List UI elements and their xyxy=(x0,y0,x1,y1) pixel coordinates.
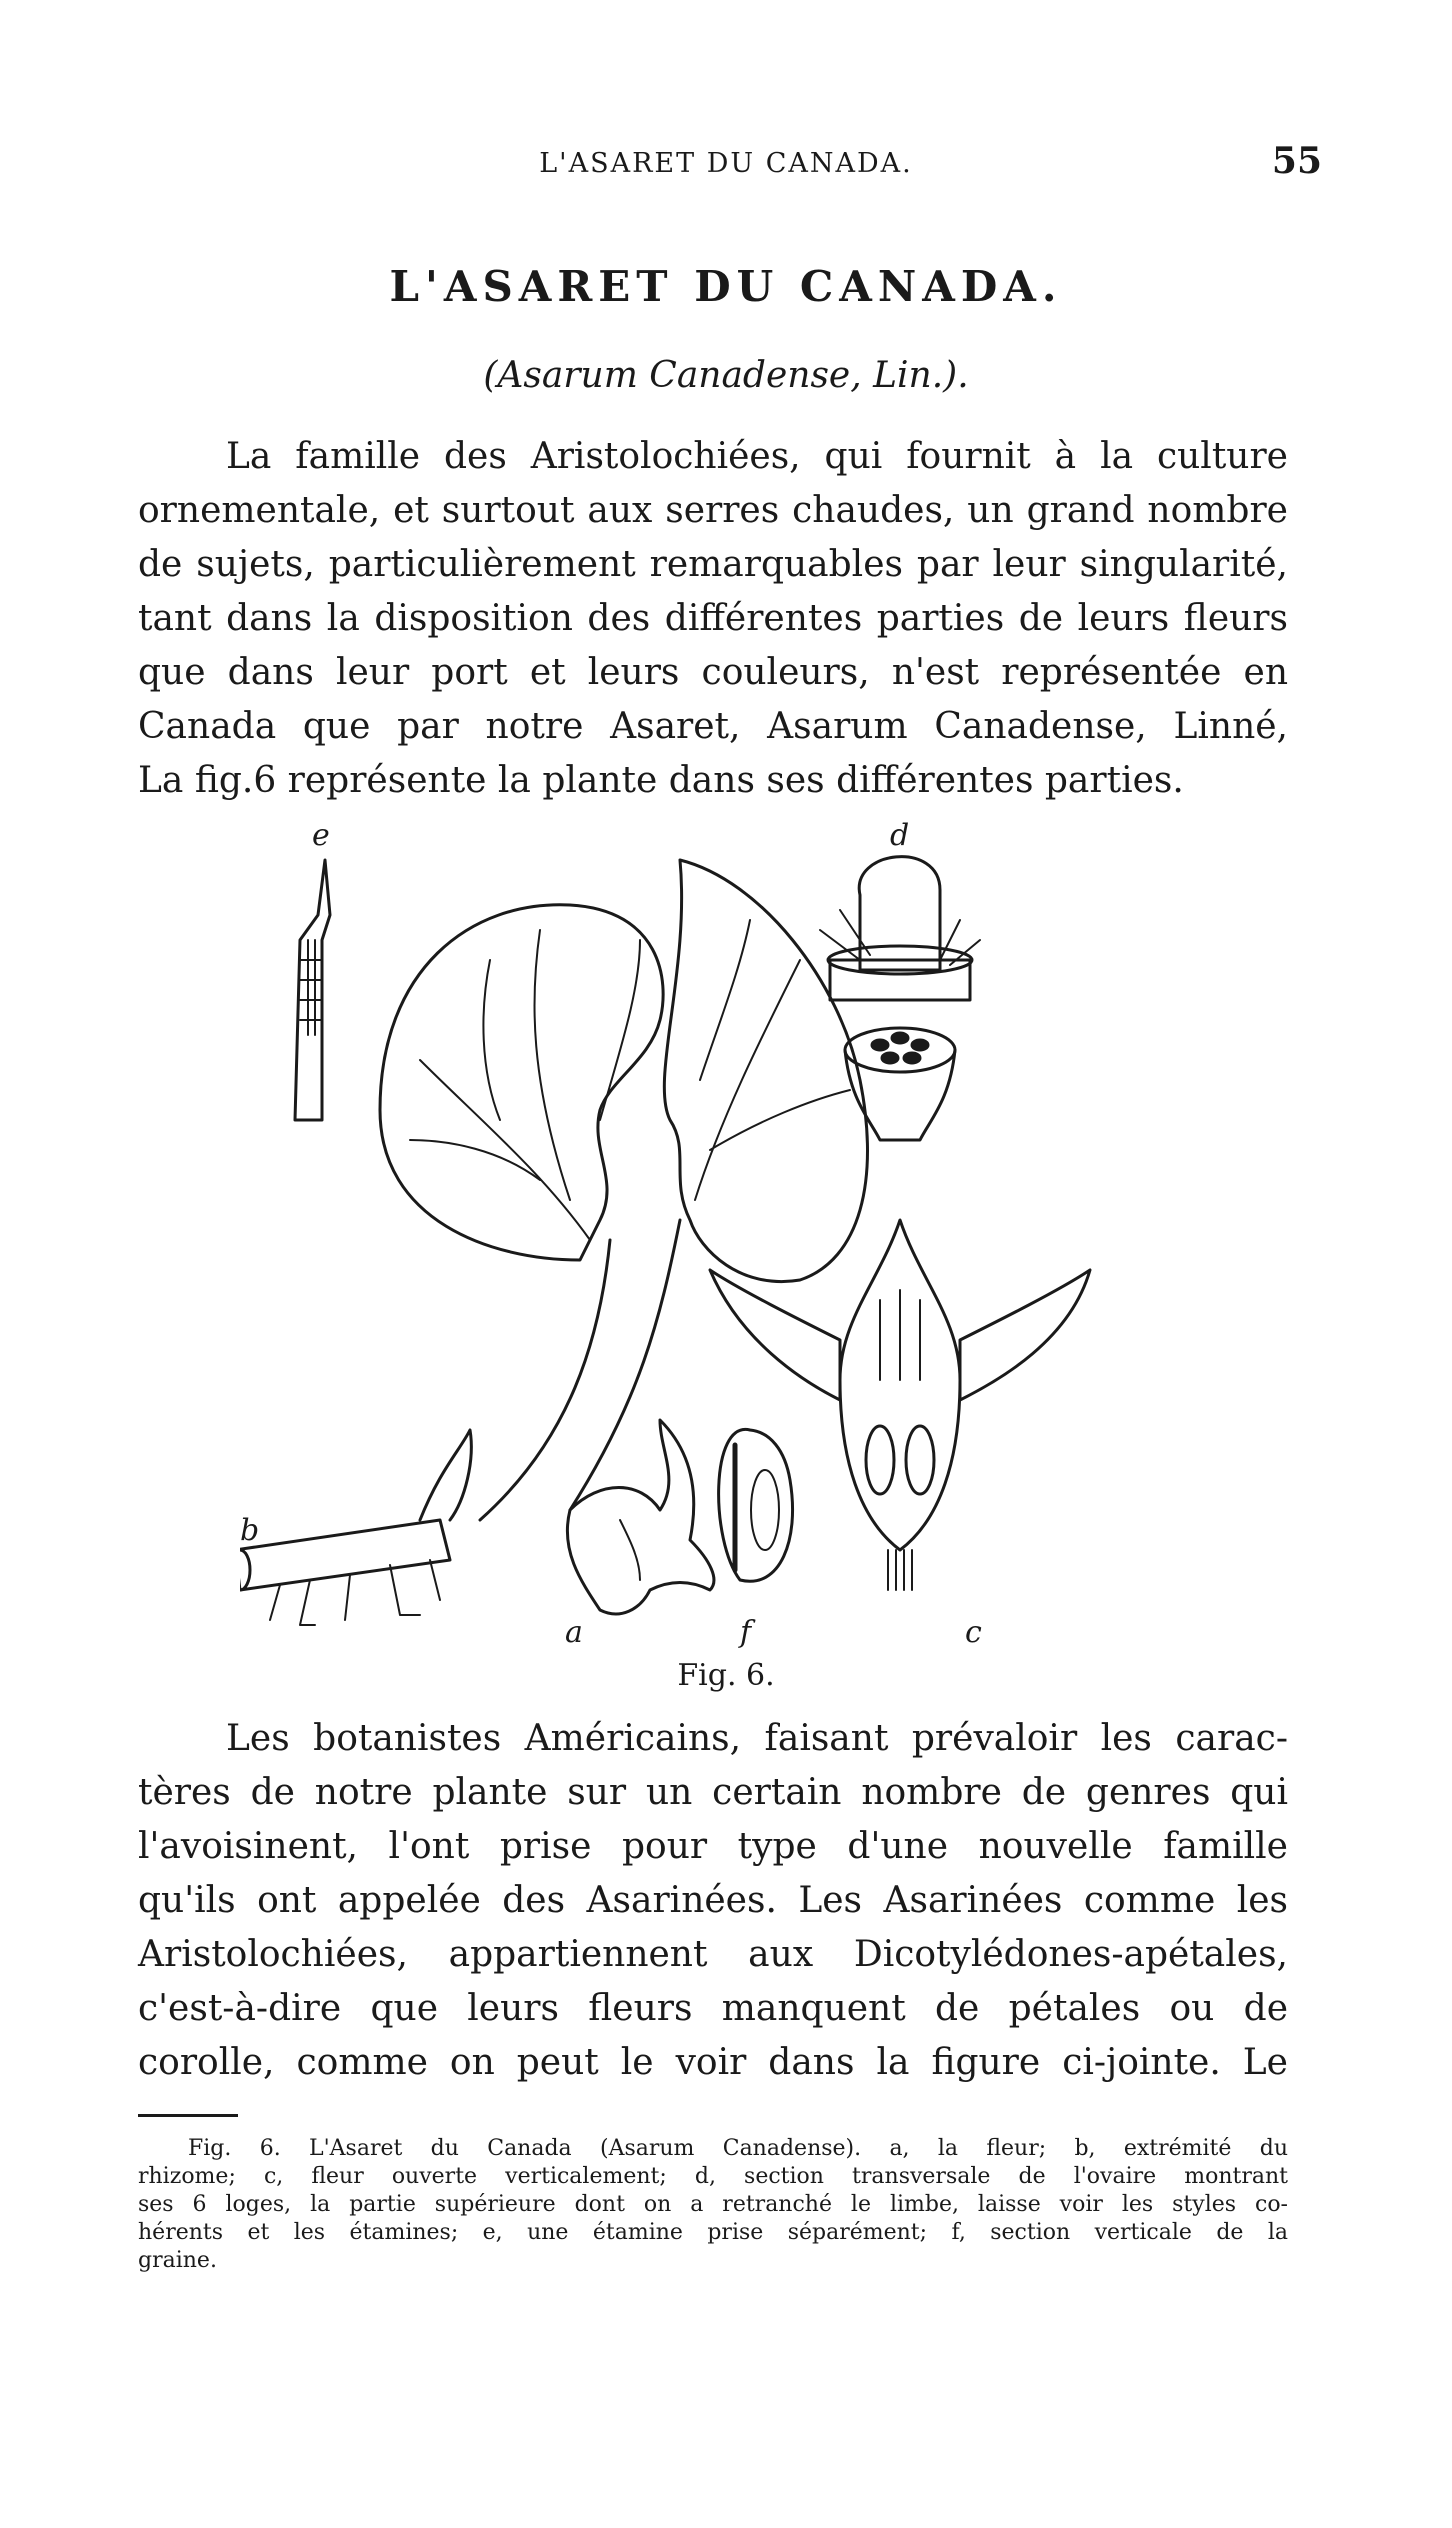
footnote-line: Fig. 6. L'Asaret du Canada (Asarum Canadense). a, la fleur; b, extrémité du xyxy=(188,2136,1288,2161)
text-line: tant dans la disposition des différentes parties de leurs fleurs xyxy=(138,598,1288,639)
figure-label-d: d xyxy=(890,820,910,853)
ovary-section-drawing xyxy=(820,857,980,1140)
running-head: L'ASARET DU CANADA. xyxy=(539,148,913,179)
text-line: c'est-à-dire que leurs fleurs manquent de pétales ou de xyxy=(138,1988,1288,2029)
text-line: que dans leur port et leurs couleurs, n'est représentée en xyxy=(138,652,1288,693)
left-leaf-drawing xyxy=(380,905,663,1260)
figure-label-e: e xyxy=(312,820,330,853)
text-line: Aristolochiées, appartiennent aux Dicotylédones-apétales, xyxy=(138,1934,1288,1975)
figure-caption: Fig. 6. xyxy=(677,1658,775,1693)
stamen-drawing xyxy=(295,860,330,1120)
text-line: qu'ils ont appelée des Asarinées. Les Asarinées comme les xyxy=(138,1880,1288,1921)
footnote-line: ses 6 loges, la partie supérieure dont on a retranché le limbe, laisse voir les styles co- xyxy=(138,2192,1288,2217)
text-line: l'avoisinent, l'ont prise pour type d'une nouvelle famille xyxy=(138,1826,1288,1867)
footnote xyxy=(138,2135,1288,2275)
text-line: La fig.6 représente la plante dans ses différentes parties. xyxy=(138,760,1184,801)
text-line: Les botanistes Américains, faisant prévaloir les carac- xyxy=(226,1718,1288,1759)
figure-label-f: f xyxy=(740,1615,752,1650)
footnote-rule xyxy=(138,2114,238,2117)
figure-label-b: b xyxy=(240,1513,260,1548)
text-line: La famille des Aristolochiées, qui fournit à la culture xyxy=(226,436,1288,477)
figure-label-a: a xyxy=(565,1615,583,1650)
paragraph-1 xyxy=(138,430,1288,808)
flower-section-drawing xyxy=(710,1220,1090,1590)
article-title: L'ASARET DU CANADA. xyxy=(389,262,1063,311)
footnote-line: hérents et les étamines; e, une étamine prise séparément; f, section verticale de la xyxy=(138,2220,1288,2245)
rhizome-drawing xyxy=(240,1430,471,1625)
right-leaf-drawing xyxy=(664,860,867,1282)
stem-right-drawing xyxy=(570,1220,680,1510)
text-line: Canada que par notre Asaret, Asarum Canadense, Linné, xyxy=(138,706,1288,747)
article-subtitle: (Asarum Canadense, Lin.). xyxy=(483,355,969,396)
flower-drawing xyxy=(567,1420,714,1614)
page-number: 55 xyxy=(1271,140,1322,182)
paragraph-2 xyxy=(138,1712,1288,2090)
footnote-line: graine. xyxy=(138,2248,217,2273)
text-line: ornementale, et surtout aux serres chaudes, un grand nombre xyxy=(138,490,1288,531)
text-line: de sujets, particulièrement remarquables par leur singularité, xyxy=(138,544,1288,585)
text-line: corolle, comme on peut le voir dans la figure ci-jointe. Le xyxy=(138,2042,1288,2083)
footnote-line: rhizome; c, fleur ouverte verticalement; d, section transversale de l'ovaire montrant xyxy=(138,2164,1288,2189)
botanical-illustration xyxy=(240,820,1240,1680)
figure-label-c: c xyxy=(965,1615,982,1650)
seed-section-drawing xyxy=(719,1429,793,1581)
text-line: tères de notre plante sur un certain nombre de genres qui xyxy=(138,1772,1288,1813)
